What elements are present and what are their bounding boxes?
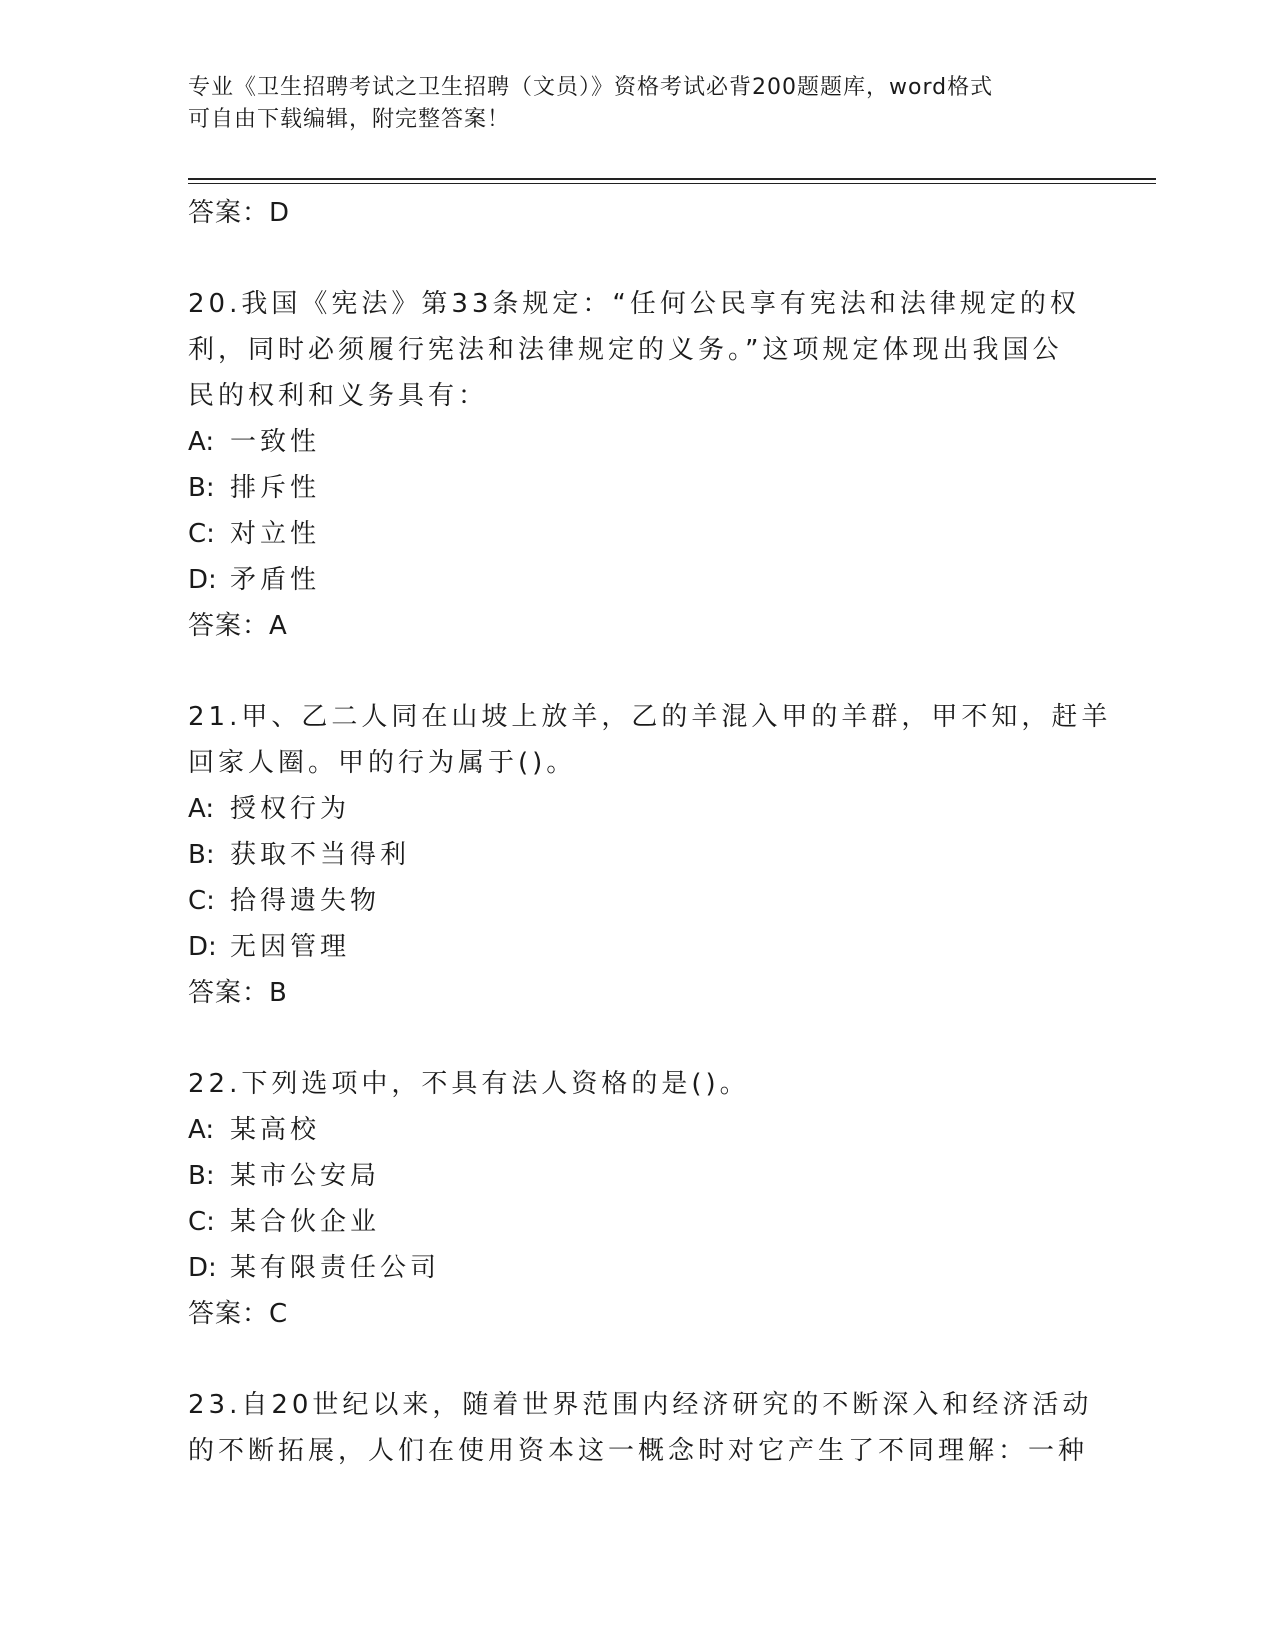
- header-line-2: 可自由下载编辑，附完整答案！: [188, 107, 511, 132]
- option-key: A:: [188, 427, 215, 457]
- question-21: [188, 694, 1112, 1016]
- option-key: A:: [188, 1115, 215, 1145]
- question-22: [188, 1061, 1088, 1337]
- answer-line: 答案：C: [188, 1299, 289, 1329]
- spacer: [188, 649, 1088, 694]
- spacer: [188, 236, 1088, 281]
- option-key: B:: [188, 1161, 215, 1191]
- question-23: [188, 1382, 1093, 1474]
- option-key: C:: [188, 519, 215, 549]
- answer-line: 答案：D: [188, 198, 291, 228]
- option-d: [188, 924, 1088, 970]
- option-text: 排斥性: [230, 473, 321, 503]
- question-text-line: 回家人圈。甲的行为属于()。: [188, 748, 577, 778]
- question-text-line: 的不断拓展，人们在使用资本这一概念时对它产生了不同理解：一种: [188, 1436, 1089, 1466]
- question-text-line: 21.甲、乙二人同在山坡上放羊，乙的羊混入甲的羊群，甲不知，赶羊: [188, 702, 1112, 732]
- option-a: [188, 1107, 1088, 1153]
- option-key: D:: [188, 1253, 217, 1283]
- option-d: [188, 1245, 1088, 1291]
- option-b: [188, 832, 1088, 878]
- answer-line: 答案：A: [188, 611, 288, 641]
- spacer: [188, 1016, 1088, 1061]
- answer-line: 答案：B: [188, 978, 288, 1008]
- option-text: 对立性: [230, 519, 321, 549]
- header-divider-thin: [188, 183, 1156, 184]
- option-text: 矛盾性: [230, 565, 321, 595]
- option-text: 授权行为: [230, 794, 351, 824]
- spacer: [188, 1337, 1088, 1382]
- option-key: A:: [188, 794, 215, 824]
- option-a: [188, 419, 1088, 465]
- option-text: 某市公安局: [230, 1161, 381, 1191]
- option-key: C:: [188, 1207, 215, 1237]
- option-c: [188, 878, 1088, 924]
- option-key: B:: [188, 473, 215, 503]
- option-key: D:: [188, 565, 217, 595]
- option-text: 某高校: [230, 1115, 321, 1145]
- option-text: 获取不当得利: [230, 840, 411, 870]
- question-text-line: 20.我国《宪法》第33条规定：“任何公民享有宪法和法律规定的权: [188, 289, 1080, 319]
- option-b: [188, 1153, 1088, 1199]
- header-line-1: 专业《卫生招聘考试之卫生招聘（文员）》资格考试必背200题题库，word格式: [188, 75, 994, 100]
- option-a: [188, 786, 1088, 832]
- option-text: 拾得遗失物: [230, 886, 381, 916]
- option-text: 某合伙企业: [230, 1207, 381, 1237]
- option-text: 某有限责任公司: [230, 1253, 441, 1283]
- option-key: D:: [188, 932, 217, 962]
- document-header: [188, 72, 1068, 136]
- option-text: 一致性: [230, 427, 321, 457]
- question-text-line: 利，同时必须履行宪法和法律规定的义务。”这项规定体现出我国公: [188, 335, 1063, 365]
- option-key: C:: [188, 886, 215, 916]
- option-d: [188, 557, 1088, 603]
- question-text-line: 22.下列选项中，不具有法人资格的是()。: [188, 1069, 750, 1099]
- option-key: B:: [188, 840, 215, 870]
- question-text-line: 民的权利和义务具有：: [188, 381, 489, 411]
- option-text: 无因管理: [230, 932, 351, 962]
- question-20: [188, 281, 1088, 649]
- question-list: [188, 190, 1112, 1474]
- header-divider-thick: [188, 178, 1156, 180]
- question-text-line: 23.自20世纪以来，随着世界范围内经济研究的不断深入和经济活动: [188, 1390, 1093, 1420]
- option-c: [188, 511, 1088, 557]
- option-c: [188, 1199, 1088, 1245]
- option-b: [188, 465, 1088, 511]
